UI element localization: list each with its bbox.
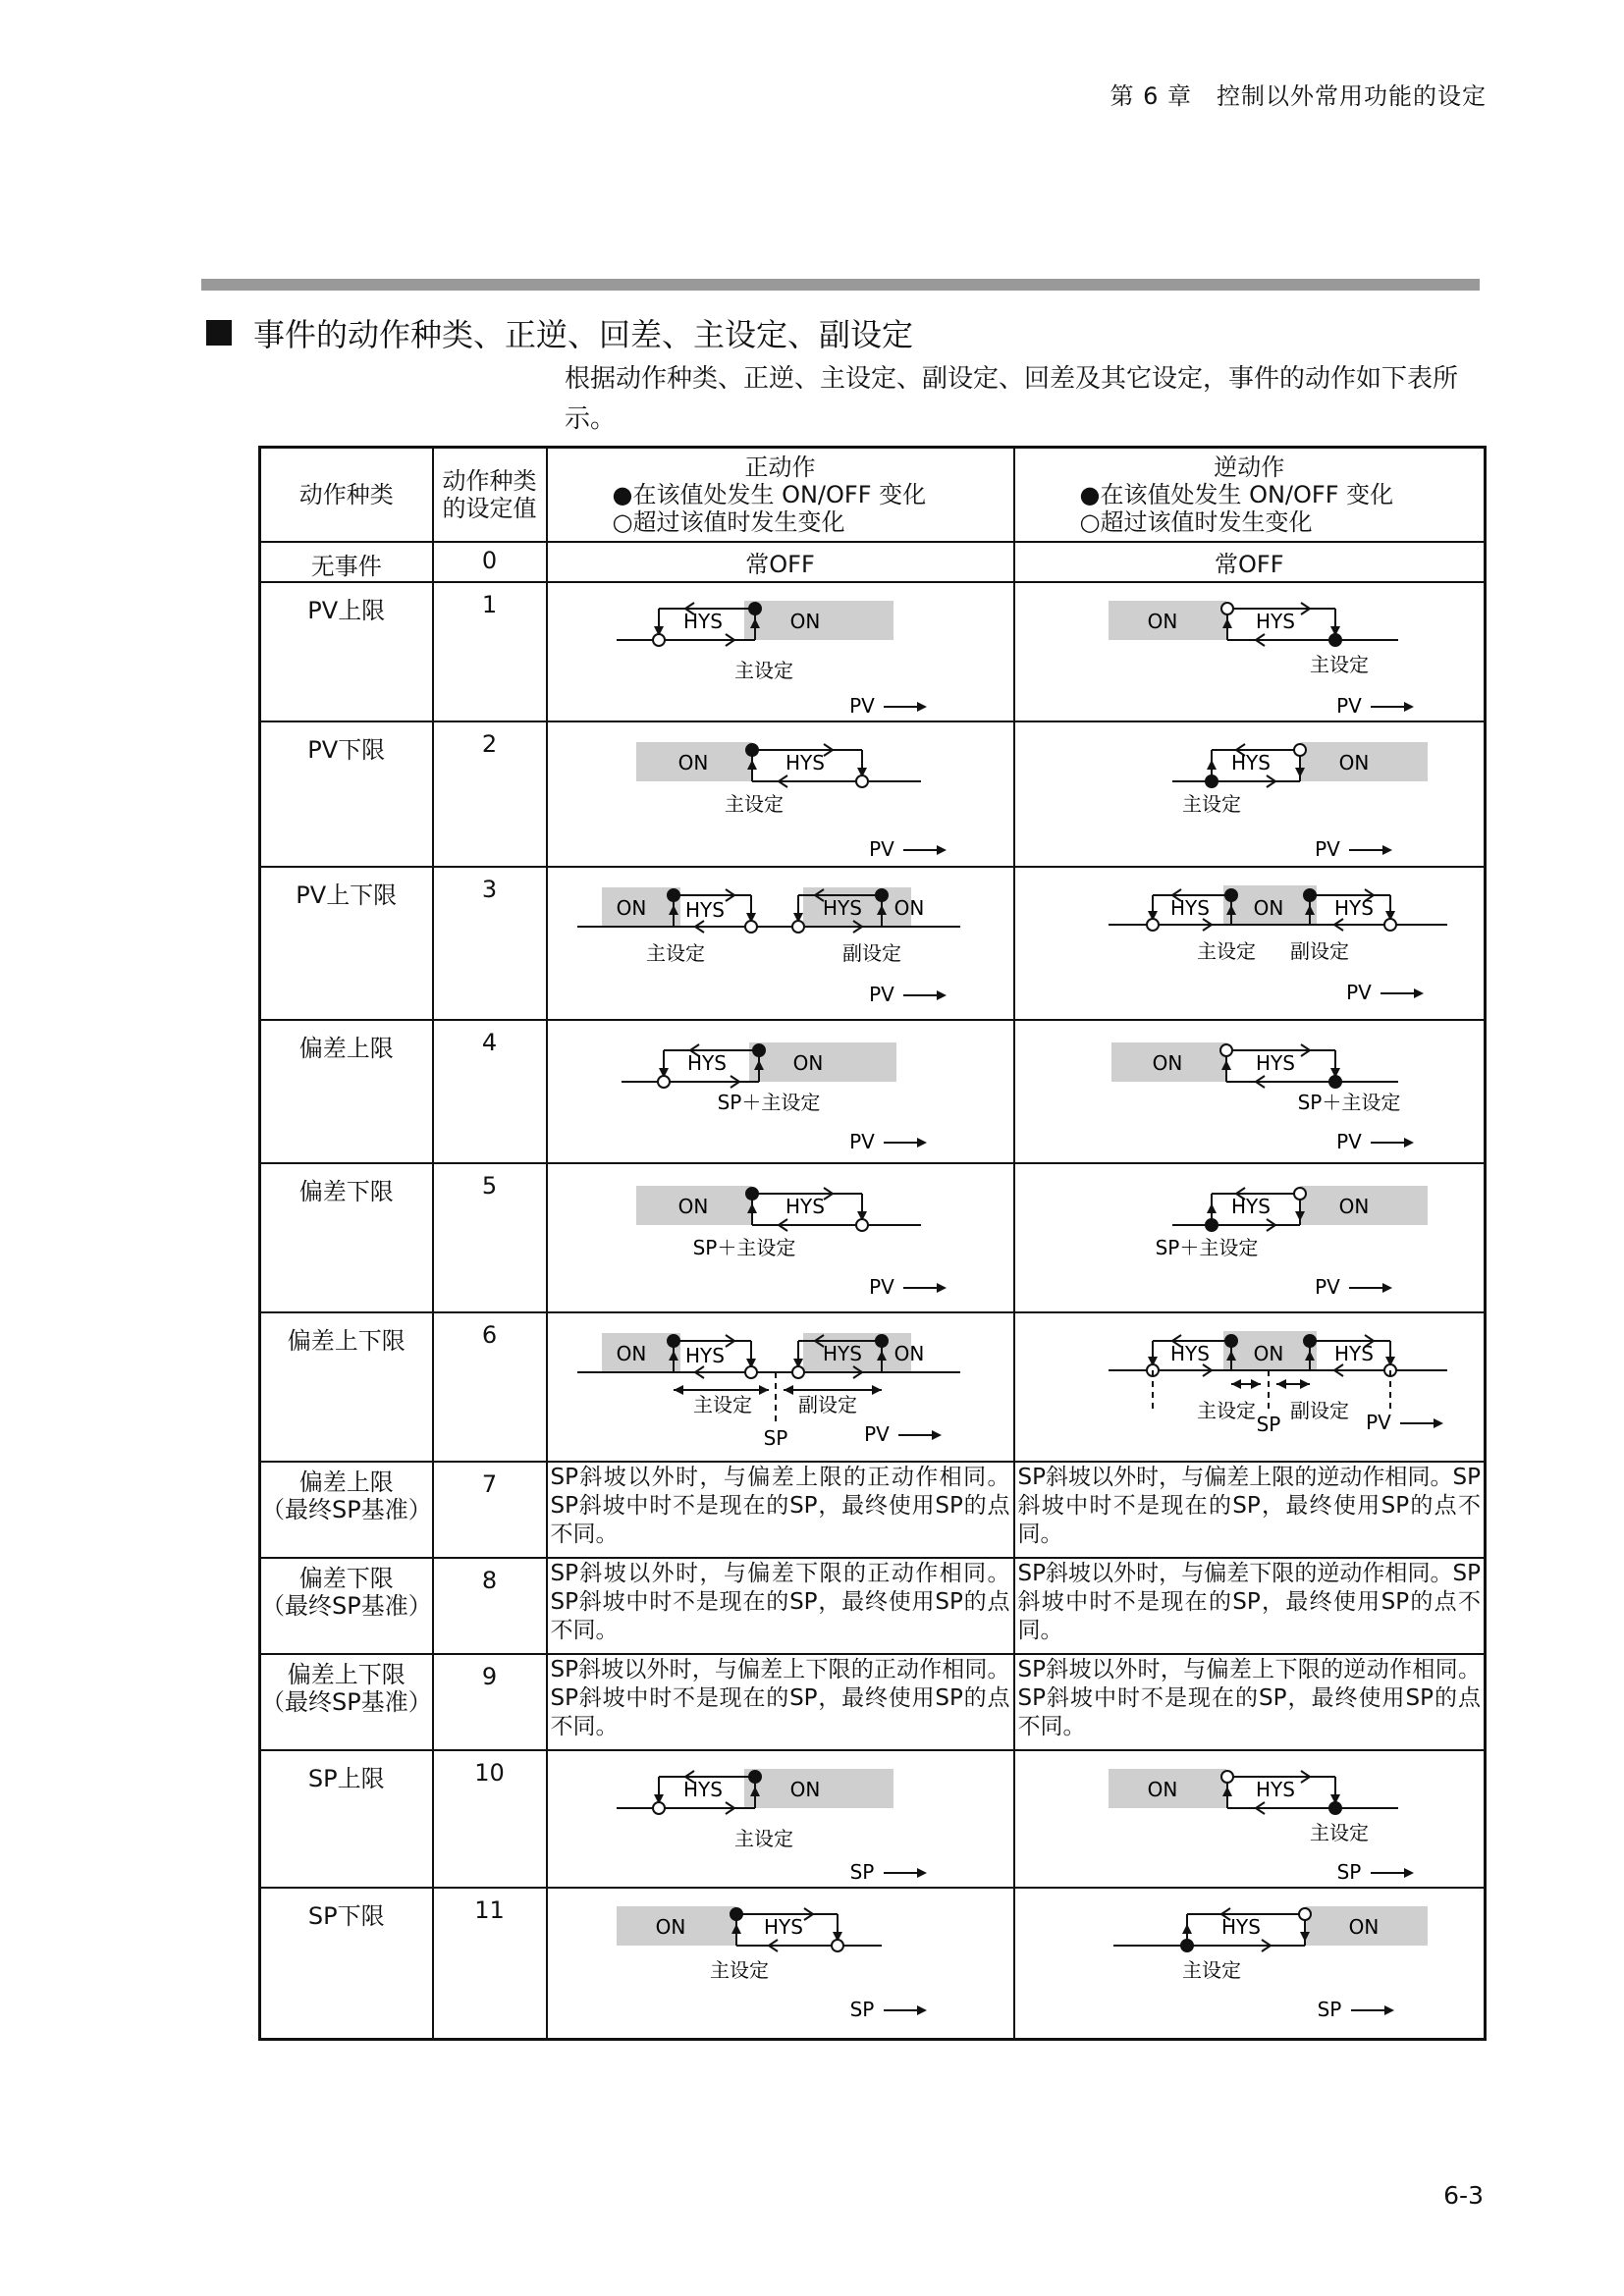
- setpoint-label: 主设定: [1181, 1957, 1241, 1982]
- square-bullet-icon: [206, 320, 232, 346]
- arrow-head-icon: [1182, 1924, 1192, 1934]
- on-label: ON: [616, 1341, 646, 1365]
- on-off-point-marker: [746, 1188, 758, 1200]
- on-off-point-marker: [1181, 1940, 1193, 1951]
- setpoint-label: 主设定: [733, 658, 793, 682]
- axis-label: PV: [1335, 1129, 1362, 1153]
- arrow-head-icon: [937, 1283, 947, 1293]
- on-label: ON: [1147, 609, 1177, 633]
- header-reverse-title: 逆动作: [1214, 453, 1285, 481]
- row-direct: SP斜坡以外时，与偏差下限的正动作相同。SP斜坡中时不是现在的SP，最终使用SP的点不同。: [547, 1558, 1014, 1654]
- hys-label: HYS: [684, 897, 725, 922]
- axis-label: PV: [848, 1129, 875, 1153]
- arrow-head-icon: [1231, 1379, 1241, 1389]
- axis-label: SP: [849, 1997, 874, 2021]
- row-value: 11: [433, 1888, 547, 2040]
- arrow-head-icon: [1382, 845, 1392, 855]
- row-value: 10: [433, 1750, 547, 1888]
- row-value: 8: [433, 1558, 547, 1654]
- hys-label: HYS: [763, 1914, 803, 1939]
- table-row: [260, 1558, 1486, 1654]
- on-off-point-marker: [1304, 1335, 1316, 1347]
- diagram-pv-low-reverse: [1014, 721, 1486, 867]
- table-row: [260, 582, 1486, 721]
- arrow-head-icon: [917, 1868, 927, 1878]
- diagram-sp-high-reverse: [1014, 1750, 1486, 1888]
- on-off-point-marker: [1206, 775, 1218, 787]
- arrow-head-icon: [917, 702, 927, 712]
- row-value: 1: [433, 582, 547, 721]
- sp-label: SP: [1256, 1412, 1280, 1436]
- row-value: 6: [433, 1312, 547, 1462]
- arrow-head-icon: [1207, 1203, 1217, 1213]
- row-type-line2: （最终SP基准）: [261, 1591, 432, 1620]
- on-off-point-marker: [1329, 1802, 1341, 1814]
- arrow-head-icon: [674, 1385, 683, 1395]
- on-label: ON: [1147, 1777, 1177, 1801]
- diagram-dev-highlow-direct: [547, 1312, 1014, 1462]
- axis-label: PV: [868, 1274, 894, 1299]
- row-type: 偏差上限: [260, 1020, 433, 1163]
- setpoint-label: SP＋主设定: [692, 1235, 795, 1259]
- setpoint-label: 主设定: [709, 1957, 769, 1982]
- on-label: ON: [893, 1341, 924, 1365]
- hys-label: HYS: [1169, 895, 1210, 920]
- row-value: 0: [433, 542, 547, 582]
- diagram-sp-high-direct: [547, 1750, 1014, 1888]
- hys-label: HYS: [684, 1343, 725, 1367]
- axis-label: PV: [1335, 693, 1362, 718]
- axis-label: SP: [849, 1859, 874, 1884]
- hys-label: HYS: [1169, 1341, 1210, 1365]
- row-type: [260, 1654, 433, 1750]
- on-off-point-marker: [1304, 889, 1316, 901]
- setpoint-label: 副设定: [1289, 938, 1349, 963]
- setpoint-label: 主设定: [1196, 938, 1256, 963]
- setpoint-label: SP＋主设定: [1297, 1090, 1400, 1114]
- arrow-head-icon: [1207, 760, 1217, 770]
- axis-label: PV: [1314, 836, 1340, 861]
- event-action-table: [258, 446, 1487, 2041]
- arrow-head-icon: [937, 845, 947, 855]
- row-value: 2: [433, 721, 547, 867]
- row-type-line1: 偏差下限: [298, 1564, 394, 1592]
- on-off-point-marker: [1206, 1219, 1218, 1231]
- axis-label: PV: [863, 1421, 890, 1446]
- hys-label: HYS: [1333, 895, 1374, 920]
- row-value: 4: [433, 1020, 547, 1163]
- row-type-line2: （最终SP基准）: [261, 1687, 432, 1716]
- table-header-row: [260, 448, 1486, 542]
- arrow-head-icon: [872, 1385, 882, 1395]
- axis-label: SP: [1317, 1997, 1341, 2021]
- row-reverse: SP斜坡以外时，与偏差上限的逆动作相同。SP斜坡中时不是现在的SP，最终使用SP的点不同。: [1014, 1462, 1486, 1558]
- header-value: 动作种类的设定值: [433, 448, 547, 542]
- setpoint-label: 主设定: [645, 940, 705, 965]
- arrow-head-icon: [1384, 2005, 1394, 2015]
- table-row: [260, 867, 1486, 1020]
- hys-label: HYS: [1333, 1341, 1374, 1365]
- header-direct-line1: ●在该值处发生 ON/OFF 变化: [612, 480, 927, 508]
- diagram-sp-low-direct: [547, 1888, 1014, 2040]
- arrow-head-icon: [1434, 1418, 1443, 1428]
- on-off-point-marker: [1329, 634, 1341, 646]
- header-direct-title: 正动作: [744, 453, 816, 481]
- row-type: [260, 1558, 433, 1654]
- table-row: [260, 1312, 1486, 1462]
- table-row: [260, 1163, 1486, 1312]
- row-type: 偏差下限: [260, 1163, 433, 1312]
- on-off-point-marker: [749, 603, 761, 614]
- on-off-point-marker: [876, 1335, 888, 1347]
- setpoint-label: 主设定: [1309, 1820, 1369, 1844]
- row-direct: 常OFF: [547, 542, 1014, 582]
- exceed-point-marker: [1299, 1908, 1311, 1920]
- row-type-line1: 偏差上下限: [287, 1660, 406, 1688]
- hys-label: HYS: [1255, 1050, 1295, 1075]
- table-row: [260, 1462, 1486, 1558]
- page-number: 6-3: [1443, 2181, 1484, 2210]
- setpoint-label: 主设定: [733, 1826, 793, 1850]
- exceed-point-marker: [653, 1802, 665, 1814]
- diagram-dev-low-direct: [547, 1163, 1014, 1312]
- row-type-line1: 偏差上限: [298, 1468, 394, 1496]
- diagram-pv-low-direct: [547, 721, 1014, 867]
- section-title-text: 事件的动作种类、正逆、回差、主设定、副设定: [253, 316, 914, 353]
- exceed-point-marker: [832, 1940, 843, 1951]
- exceed-point-marker: [1221, 603, 1233, 614]
- arrow-head-icon: [917, 1138, 927, 1148]
- row-type-line2: （最终SP基准）: [261, 1495, 432, 1523]
- on-off-point-marker: [1225, 889, 1237, 901]
- on-off-point-marker: [668, 889, 679, 901]
- axis-label: PV: [1314, 1274, 1340, 1299]
- on-label: ON: [789, 609, 820, 633]
- axis-label: PV: [868, 836, 894, 861]
- setpoint-label: 副设定: [797, 1392, 857, 1416]
- row-value: 9: [433, 1654, 547, 1750]
- hys-label: HYS: [822, 1341, 862, 1365]
- diagram-dev-low-reverse: [1014, 1163, 1486, 1312]
- table-row: [260, 542, 1486, 582]
- arrow-head-icon: [784, 1385, 793, 1395]
- on-off-point-marker: [749, 1771, 761, 1783]
- exceed-point-marker: [745, 1366, 757, 1378]
- hys-label: HYS: [1230, 750, 1271, 774]
- arrow-head-icon: [1276, 1379, 1286, 1389]
- header-direct-line2: ○超过该值时发生变化: [612, 507, 845, 536]
- arrow-head-icon: [1300, 1379, 1310, 1389]
- hys-label: HYS: [686, 1050, 727, 1075]
- arrow-head-icon: [1404, 1868, 1414, 1878]
- on-off-point-marker: [753, 1044, 765, 1056]
- arrow-head-icon: [1251, 1379, 1261, 1389]
- on-label: ON: [1338, 1194, 1369, 1218]
- arrow-head-icon: [1404, 702, 1414, 712]
- on-label: ON: [677, 750, 708, 774]
- exceed-point-marker: [792, 921, 804, 933]
- setpoint-label: 主设定: [692, 1392, 752, 1416]
- on-label: ON: [655, 1914, 685, 1939]
- arrow-head-icon: [917, 2005, 927, 2015]
- hys-label: HYS: [785, 750, 825, 774]
- arrow-head-icon: [759, 1385, 769, 1395]
- exceed-point-marker: [1221, 1771, 1233, 1783]
- diagram-pv-high-reverse: [1014, 582, 1486, 721]
- on-off-point-marker: [876, 889, 888, 901]
- row-value: 7: [433, 1462, 547, 1558]
- row-reverse: SP斜坡以外时，与偏差下限的逆动作相同。SP斜坡中时不是现在的SP，最终使用SP的点不同。: [1014, 1558, 1486, 1654]
- arrow-head-icon: [1404, 1138, 1414, 1148]
- row-type: [260, 1462, 433, 1558]
- header-reverse: [1014, 448, 1486, 542]
- exceed-point-marker: [1294, 1188, 1306, 1200]
- on-label: ON: [1253, 1341, 1283, 1365]
- hys-label: HYS: [1255, 1777, 1295, 1801]
- setpoint-label: SP＋主设定: [717, 1090, 820, 1114]
- hys-label: HYS: [1230, 1194, 1271, 1218]
- hys-label: HYS: [682, 609, 723, 633]
- setpoint-label: SP＋主设定: [1155, 1235, 1258, 1259]
- exceed-point-marker: [745, 921, 757, 933]
- row-direct: SP斜坡以外时，与偏差上下限的正动作相同。SP斜坡中时不是现在的SP，最终使用SP的点不同。: [547, 1654, 1014, 1750]
- on-label: ON: [1152, 1050, 1182, 1075]
- row-type: PV上限: [260, 582, 433, 721]
- arrow-head-icon: [1414, 988, 1424, 998]
- diagram-sp-low-reverse: [1014, 1888, 1486, 2040]
- chapter-header: 第 6 章 控制以外常用功能的设定: [1110, 82, 1487, 110]
- setpoint-label: 主设定: [1309, 652, 1369, 676]
- exceed-point-marker: [1220, 1044, 1232, 1056]
- header-reverse-line1: ●在该值处发生 ON/OFF 变化: [1079, 480, 1394, 508]
- arrow-head-icon: [1382, 1283, 1392, 1293]
- row-type: SP下限: [260, 1888, 433, 2040]
- exceed-point-marker: [856, 775, 868, 787]
- sp-label: SP: [763, 1425, 787, 1450]
- on-off-point-marker: [1225, 1335, 1237, 1347]
- on-label: ON: [677, 1194, 708, 1218]
- axis-label: SP: [1336, 1859, 1361, 1884]
- row-type: PV下限: [260, 721, 433, 867]
- diagram-pv-highlow-reverse: [1014, 867, 1486, 1020]
- row-type: 偏差上下限: [260, 1312, 433, 1462]
- exceed-point-marker: [1147, 919, 1159, 931]
- arrow-head-icon: [932, 1430, 942, 1440]
- header-reverse-line2: ○超过该值时发生变化: [1079, 507, 1313, 536]
- exceed-point-marker: [856, 1219, 868, 1231]
- setpoint-label: 主设定: [1196, 1398, 1256, 1422]
- on-label: ON: [616, 895, 646, 920]
- row-value: 5: [433, 1163, 547, 1312]
- on-label: ON: [1253, 895, 1283, 920]
- setpoint-label: 副设定: [841, 940, 901, 965]
- exceed-point-marker: [1384, 919, 1396, 931]
- on-label: ON: [1348, 1914, 1379, 1939]
- diagram-dev-highlow-reverse: [1014, 1312, 1486, 1462]
- diagram-pv-high-direct: [547, 582, 1014, 721]
- table-row: [260, 721, 1486, 867]
- row-value: 3: [433, 867, 547, 1020]
- on-label: ON: [792, 1050, 823, 1075]
- setpoint-label: 主设定: [1181, 791, 1241, 816]
- exceed-point-marker: [1294, 744, 1306, 756]
- axis-label: PV: [868, 982, 894, 1006]
- on-label: ON: [1338, 750, 1369, 774]
- exceed-point-marker: [653, 634, 665, 646]
- on-off-point-marker: [668, 1335, 679, 1347]
- exceed-point-marker: [792, 1366, 804, 1378]
- row-type: SP上限: [260, 1750, 433, 1888]
- axis-label: PV: [1345, 980, 1372, 1004]
- section-title: [206, 310, 913, 355]
- hys-label: HYS: [1220, 1914, 1261, 1939]
- hys-label: HYS: [822, 895, 862, 920]
- header-type: 动作种类: [260, 448, 433, 542]
- row-reverse: 常OFF: [1014, 542, 1486, 582]
- axis-label: PV: [848, 693, 875, 718]
- table-row: [260, 1750, 1486, 1888]
- table-row: [260, 1888, 1486, 2040]
- on-off-point-marker: [731, 1908, 742, 1920]
- hys-label: HYS: [682, 1777, 723, 1801]
- on-off-point-marker: [746, 744, 758, 756]
- arrow-head-icon: [937, 990, 947, 1000]
- diagram-pv-highlow-direct: [547, 867, 1014, 1020]
- setpoint-label: 主设定: [724, 791, 784, 816]
- table-row: [260, 1654, 1486, 1750]
- diagram-dev-high-direct: [547, 1020, 1014, 1163]
- axis-label: PV: [1365, 1410, 1391, 1434]
- on-off-point-marker: [1329, 1076, 1341, 1088]
- row-reverse: SP斜坡以外时，与偏差上下限的逆动作相同。SP斜坡中时不是现在的SP，最终使用SP的点不同。: [1014, 1654, 1486, 1750]
- on-label: ON: [893, 895, 924, 920]
- hys-label: HYS: [1255, 609, 1295, 633]
- diagram-dev-high-reverse: [1014, 1020, 1486, 1163]
- setpoint-label: 副设定: [1289, 1398, 1349, 1422]
- header-direct: [547, 448, 1014, 542]
- table-row: [260, 1020, 1486, 1163]
- on-label: ON: [789, 1777, 820, 1801]
- section-rule: [201, 279, 1480, 291]
- row-direct: SP斜坡以外时，与偏差上限的正动作相同。SP斜坡中时不是现在的SP，最终使用SP的点不同。: [547, 1462, 1014, 1558]
- exceed-point-marker: [658, 1076, 670, 1088]
- row-type: 无事件: [260, 542, 433, 582]
- intro-paragraph: 根据动作种类、正逆、主设定、副设定、回差及其它设定，事件的动作如下表所示。: [565, 364, 1459, 434]
- row-type: PV上下限: [260, 867, 433, 1020]
- hys-label: HYS: [785, 1194, 825, 1218]
